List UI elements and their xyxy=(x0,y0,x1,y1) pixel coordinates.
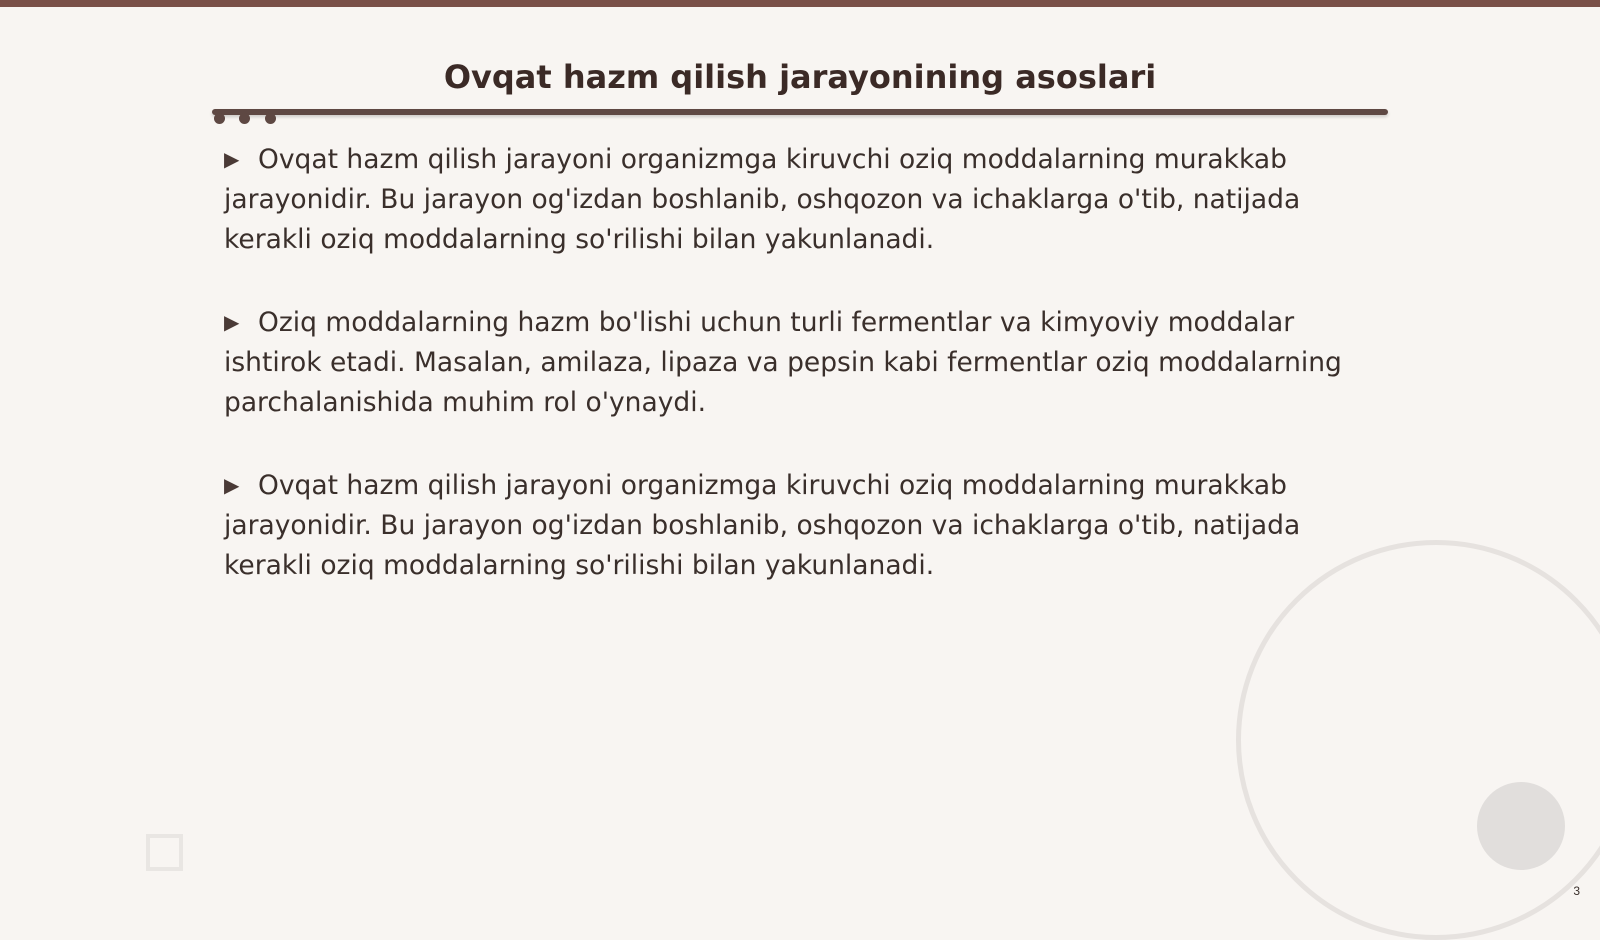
decorative-square xyxy=(146,834,183,871)
bullet-item-2 xyxy=(224,302,1374,423)
page-number: 3 xyxy=(1573,884,1580,898)
bullet-text-1: Ovqat hazm qilish jarayoni organizmga kiruvchi oziq moddalarning murakkab jarayonidir. Bu jarayon og'izdan boshlanib, oshqozon va ichaklarga o'tib, natijada kerakli oziq moddalarning so'rilishi bilan yakunlanadi. xyxy=(224,144,1301,255)
title-underline xyxy=(212,109,1388,115)
bullet-item-1 xyxy=(224,139,1374,260)
bullet-arrow-icon: ▶ xyxy=(224,147,240,171)
underline-dot-1 xyxy=(214,113,225,124)
bullet-text-3: Ovqat hazm qilish jarayoni organizmga kiruvchi oziq moddalarning murakkab jarayonidir. Bu jarayon og'izdan boshlanib, oshqozon va ichaklarga o'tib, natijada kerakli oziq moddalarning so'rilishi bilan yakunlanadi. xyxy=(224,470,1301,581)
underline-dot-2 xyxy=(239,113,250,124)
bullet-item-3 xyxy=(224,465,1374,586)
bullet-list xyxy=(224,139,1374,628)
bullet-arrow-icon: ▶ xyxy=(224,473,240,497)
top-accent-bar xyxy=(0,0,1600,7)
bullet-text-2: Oziq moddalarning hazm bo'lishi uchun turli fermentlar va kimyoviy moddalar ishtirok etadi. Masalan, amilaza, lipaza va pepsin kabi fermentlar oziq moddalarning parchalanishida muhim rol o'ynaydi. xyxy=(224,307,1342,418)
slide-title: Ovqat hazm qilish jarayonining asoslari xyxy=(443,58,1157,96)
underline-dot-3 xyxy=(265,113,276,124)
bullet-arrow-icon: ▶ xyxy=(224,310,240,334)
decorative-circle xyxy=(1477,782,1565,870)
